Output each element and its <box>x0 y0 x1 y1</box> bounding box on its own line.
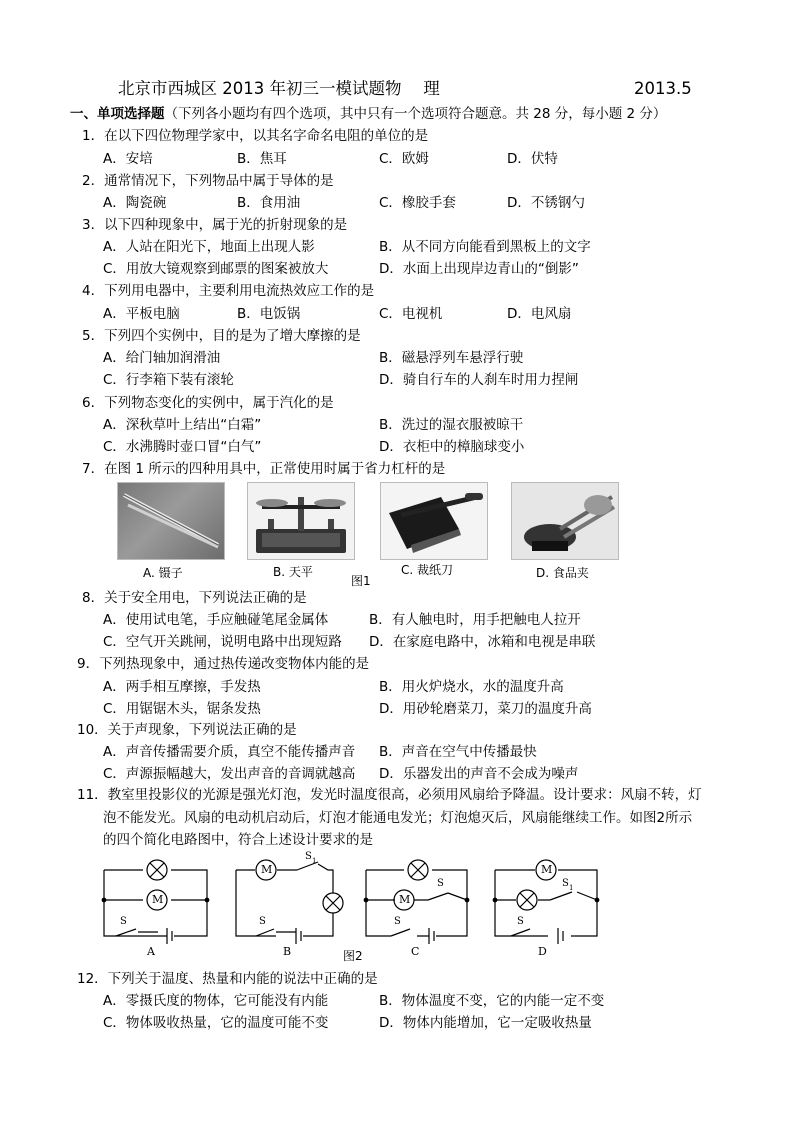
question-stem: 3．以下四种现象中，属于光的折射现象的是 <box>82 217 348 233</box>
option: B．声音在空气中传播最快 <box>379 744 537 760</box>
option: D．不锈钢勺 <box>507 195 585 211</box>
option: C．橡胶手套 <box>379 195 456 211</box>
option: B．用火炉烧水，水的温度升高 <box>379 679 564 695</box>
switch-label: S <box>259 916 266 927</box>
option: D．伏特 <box>507 151 558 167</box>
option: D．物体内能增加，它一定吸收热量 <box>379 1015 592 1031</box>
option: B．食用油 <box>237 195 301 211</box>
option: B．磁悬浮列车悬浮行驶 <box>379 350 524 366</box>
option: D．骑自行车的人刹车时用力捏闸 <box>379 372 579 388</box>
option: D．电风扇 <box>507 306 572 322</box>
switch-label: S <box>305 851 312 862</box>
option: D．乐器发出的声音不会成为噪声 <box>379 766 579 782</box>
question-stem: 9．下列热现象中，通过热传递改变物体内能的是 <box>77 656 370 672</box>
exam-date: 2013.5 <box>634 79 692 98</box>
question-stem: 11．教室里投影仪的光源是强光灯泡，发光时温度很高，必须用风扇给予降温。设计要求：风扇不转，灯 <box>77 787 702 803</box>
switch-subscript: 1 <box>312 857 317 865</box>
question-stem: 1．在以下四位物理学家中，以其名字命名电阻的单位的是 <box>82 128 429 144</box>
option: C．水沸腾时壶口冒“白气” <box>103 439 262 455</box>
option: C．用放大镜观察到邮票的图案被放大 <box>103 261 329 277</box>
circuit-c <box>364 860 469 944</box>
question-stem: 泡不能发光。风扇的电动机启动后，灯泡才能通电发光；灯泡熄灭后，风扇能继续工作。如图2所示 <box>103 810 693 826</box>
question-stem: 的四个简化电路图中，符合上述设计要求的是 <box>103 832 373 848</box>
question-stem: 8．关于安全用电，下列说法正确的是 <box>82 590 307 606</box>
option: B．有人触电时，用手把触电人拉开 <box>369 612 581 628</box>
option: C．声源振幅越大，发出声音的音调就越高 <box>103 766 356 782</box>
switch-label: S <box>394 916 401 927</box>
question-stem: 2．通常情况下，下列物品中属于导体的是 <box>82 173 334 189</box>
motor-label: M <box>399 893 411 906</box>
option: B．电饭锅 <box>237 306 301 322</box>
option: C．欧姆 <box>379 151 429 167</box>
section-label: 一、单项选择题 <box>70 106 165 122</box>
switch-label: S <box>517 916 524 927</box>
switch-label: S <box>437 878 444 889</box>
switch-label: S <box>120 916 127 927</box>
option: D．衣柜中的樟脑球变小 <box>379 439 525 455</box>
switch-subscript: 1 <box>569 884 574 892</box>
option: C．物体吸收热量，它的温度可能不变 <box>103 1015 329 1031</box>
figure-caption: A. 镊子 <box>143 566 183 580</box>
option: C．行李箱下装有滚轮 <box>103 372 234 388</box>
option: B．从不同方向能看到黑板上的文字 <box>379 239 591 255</box>
question-stem: 10．关于声现象，下列说法正确的是 <box>77 722 297 738</box>
circuit-label: A <box>147 945 155 958</box>
section-instruction: （下列各小题均有四个选项，其中只有一个选项符合题意。共 28 分，每小题 2 分） <box>164 106 667 122</box>
figure-caption: B. 天平 <box>273 565 313 579</box>
circuit-label: C <box>411 945 420 958</box>
option: A．给门轴加润滑油 <box>103 350 221 366</box>
option: A．人站在阳光下，地面上出现人影 <box>103 239 315 255</box>
figure-caption: C. 裁纸刀 <box>401 563 454 577</box>
page-title: 北京市西城区 2013 年初三一模试题物 理 <box>118 79 440 98</box>
motor-label: M <box>261 863 273 876</box>
option: D．用砂轮磨菜刀，菜刀的温度升高 <box>379 701 592 717</box>
option: A．陶瓷碗 <box>103 195 167 211</box>
figure-label: 图1 <box>351 574 371 588</box>
option: B．洗过的湿衣服被晾干 <box>379 417 524 433</box>
figure-caption: D. 食品夹 <box>536 566 589 580</box>
option: C．用锯锯木头，锯条发热 <box>103 701 261 717</box>
option: D．水面上出现岸边青山的“倒影” <box>379 261 579 277</box>
question-stem: 6．下列物态变化的实例中，属于汽化的是 <box>82 395 334 411</box>
option: A．平板电脑 <box>103 306 180 322</box>
option: A．深秋草叶上结出“白霜” <box>103 417 262 433</box>
option: C．电视机 <box>379 306 443 322</box>
option: C．空气开关跳闸，说明电路中出现短路 <box>103 634 342 650</box>
question-stem: 12．下列关于温度、热量和内能的说法中正确的是 <box>77 971 378 987</box>
circuit-b <box>236 857 343 944</box>
option: D．在家庭电路中，冰箱和电视是串联 <box>369 634 596 650</box>
motor-label: M <box>152 893 164 906</box>
circuit-label: D <box>538 945 547 958</box>
motor-label: M <box>541 863 553 876</box>
switch-label: S <box>562 878 569 889</box>
option: A．使用试电笔，手应触碰笔尾金属体 <box>103 612 329 628</box>
option: A．安培 <box>103 151 153 167</box>
option: A．零摄氏度的物体，它可能没有内能 <box>103 993 329 1009</box>
question-stem: 5．下列四个实例中，目的是为了增大摩擦的是 <box>82 328 361 344</box>
option: A．两手相互摩擦，手发热 <box>103 679 261 695</box>
figure-label: 图2 <box>343 949 363 963</box>
option: A．声音传播需要介质，真空不能传播声音 <box>103 744 356 760</box>
option: B．物体温度不变，它的内能一定不变 <box>379 993 605 1009</box>
circuit-label: B <box>283 945 292 958</box>
question-stem: 7．在图 1 所示的四种用具中，正常使用时属于省力杠杆的是 <box>82 461 446 477</box>
question-stem: 4．下列用电器中，主要利用电流热效应工作的是 <box>82 283 375 299</box>
option: B．焦耳 <box>237 151 287 167</box>
